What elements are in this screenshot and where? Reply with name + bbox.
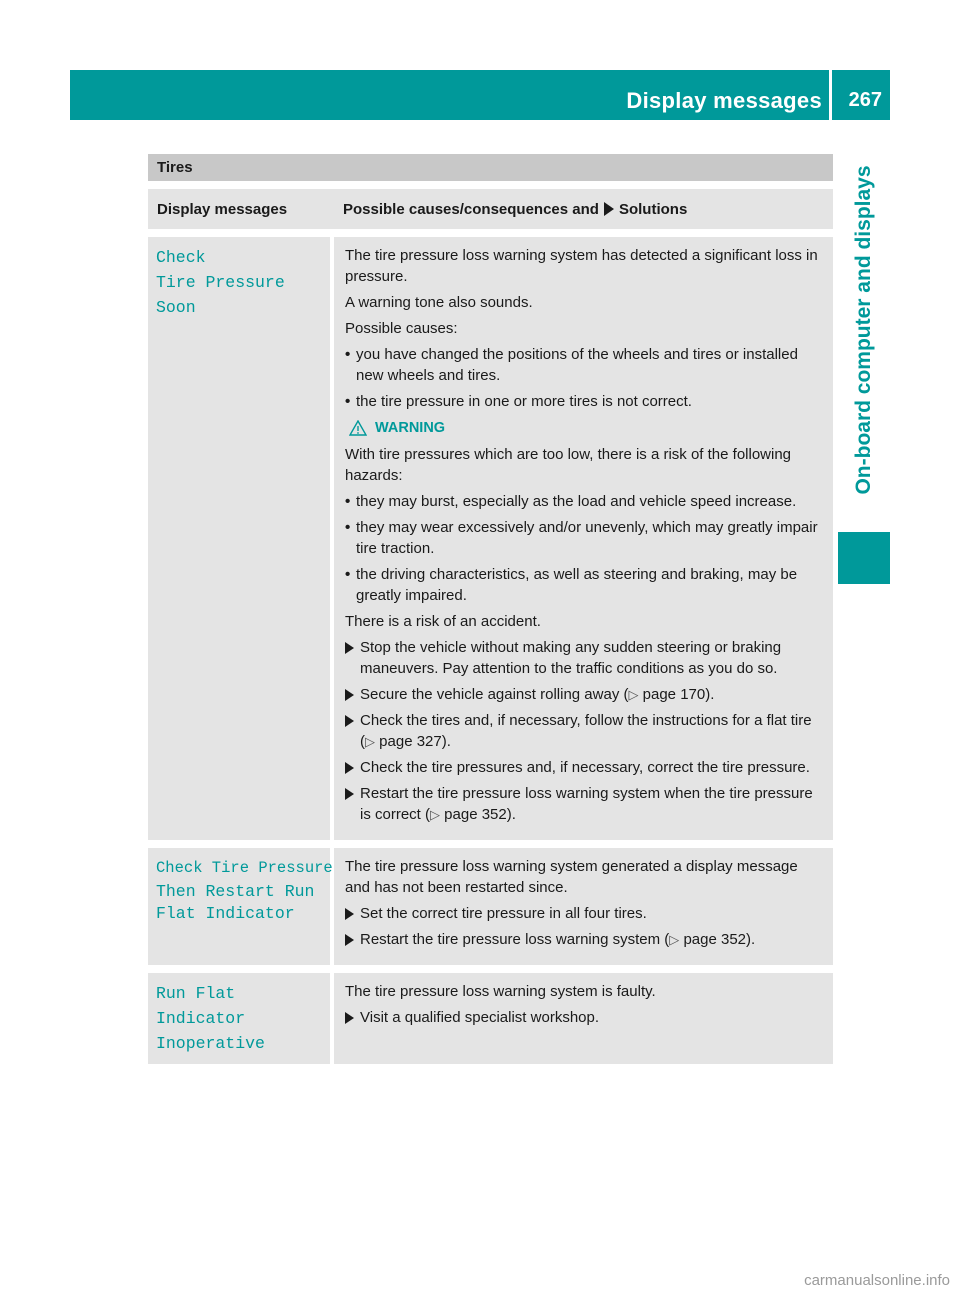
- page-reference-link[interactable]: page 327).: [375, 733, 451, 750]
- page-title: Display messages: [626, 88, 822, 113]
- col-header-causes-right: Solutions: [618, 200, 688, 218]
- col-header-display: Display messages: [157, 200, 288, 218]
- display-message-cell: [148, 237, 330, 840]
- paragraph: Possible causes:: [345, 320, 458, 337]
- bullet-text: the driving characteristics, as well as steering and braking, may be greatly impaired.: [356, 566, 798, 604]
- step-arrow-icon: [345, 788, 360, 830]
- page-reference-icon: ▷: [365, 734, 375, 749]
- bullet-item: [345, 391, 825, 412]
- display-message-line: Tire Pressure Soon: [156, 273, 285, 317]
- table-row: [148, 848, 833, 965]
- step-arrow-icon: [345, 689, 360, 710]
- step-arrow-icon: [345, 1012, 360, 1033]
- header-divider: [829, 70, 832, 120]
- step-arrow-icon: [345, 908, 360, 929]
- bullet-item: [345, 491, 825, 512]
- bullet-item: [345, 564, 825, 606]
- step-arrow-icon: [345, 715, 360, 757]
- step-item: [345, 783, 825, 825]
- section-title: Tires: [148, 154, 833, 181]
- warning-label: WARNING: [375, 420, 446, 436]
- bullet-text: you have changed the positions of the wheels and tires or installed new wheels and tires.: [356, 346, 798, 384]
- watermark: carmanualsonline.info: [804, 1272, 950, 1289]
- step-text: Set the correct tire pressure in all four tires.: [360, 905, 647, 922]
- page-reference-icon: ▷: [669, 932, 680, 947]
- display-message-line: Check Tire Pressure: [156, 859, 333, 877]
- bullet-icon: •: [345, 519, 351, 536]
- bullet-icon: •: [345, 393, 351, 410]
- page-number: 267: [848, 89, 882, 111]
- paragraph: A warning tone also sounds.: [345, 294, 533, 311]
- page-reference-icon: ▷: [430, 807, 441, 822]
- bullet-text: the tire pressure in one or more tires is not correct.: [356, 393, 692, 410]
- step-arrow-icon: [345, 934, 360, 955]
- causes-cell: [334, 237, 833, 840]
- step-item: [345, 684, 825, 705]
- step-text: [360, 710, 825, 752]
- step-item: [345, 757, 825, 778]
- step-item: [345, 710, 825, 752]
- step-item: [345, 903, 825, 924]
- table-row: [148, 973, 833, 1064]
- display-message-line: Flat Indicator: [156, 904, 295, 923]
- step-text: [360, 929, 755, 950]
- step-text: [360, 684, 714, 705]
- side-tab-label: On-board computer and displays: [852, 165, 875, 495]
- page-reference-link[interactable]: page 170).: [638, 686, 715, 703]
- page-reference-icon: ▷: [628, 687, 639, 702]
- display-message-cell: [148, 848, 333, 965]
- col-header-causes: [334, 201, 833, 218]
- table-row: [148, 237, 833, 840]
- step-text: Visit a qualified specialist workshop.: [360, 1009, 600, 1026]
- bullet-icon: •: [345, 493, 351, 510]
- step-text: Check the tire pressures and, if necessary, correct the tire pressure.: [360, 759, 810, 776]
- step-arrow-icon: [345, 762, 360, 783]
- step-item: [345, 929, 825, 950]
- bullet-text: they may wear excessively and/or unevenly, which may greatly impair tire traction.: [356, 519, 818, 557]
- paragraph: There is a risk of an accident.: [345, 613, 541, 630]
- side-tab-marker: [838, 532, 890, 584]
- step-arrow-icon: [345, 642, 360, 684]
- header-bar: [70, 70, 890, 120]
- display-message-line: Run Flat Indicator: [156, 984, 246, 1028]
- step-text-part: Check the tires and, if necessary, follow the instructions for a flat tire (: [360, 712, 812, 750]
- bullet-icon: •: [345, 566, 351, 583]
- side-tab: [838, 120, 890, 540]
- step-item: [345, 637, 825, 679]
- paragraph: The tire pressure loss warning system is faulty.: [345, 983, 656, 1000]
- display-message-line: Then Restart Run: [156, 882, 315, 901]
- step-text: Stop the vehicle without making any sudden steering or braking maneuvers. Pay attention to the traffic conditions as you do so.: [360, 639, 782, 677]
- step-text-part: Secure the vehicle against rolling away (: [360, 686, 629, 703]
- bullet-text: they may burst, especially as the load and vehicle speed increase.: [356, 493, 797, 510]
- warning-triangle-icon: [349, 420, 367, 436]
- step-text-part: Restart the tire pressure loss warning system (: [360, 931, 670, 948]
- paragraph: The tire pressure loss warning system has detected a significant loss in pressure.: [345, 247, 818, 285]
- page-reference-link[interactable]: page 352).: [679, 931, 756, 948]
- paragraph: The tire pressure loss warning system generated a display message and has not been restarted since.: [345, 858, 798, 896]
- step-text: [360, 783, 825, 825]
- column-headers: [148, 189, 833, 229]
- bullet-item: [345, 344, 825, 386]
- bullet-icon: •: [345, 346, 351, 363]
- col-header-causes-left: Possible causes/consequences and: [343, 200, 599, 218]
- display-message-line: Inoperative: [156, 1034, 265, 1053]
- bullet-item: [345, 517, 825, 559]
- causes-cell: [334, 973, 833, 1064]
- step-text-part: Restart the tire pressure loss warning system when the tire pressure is correct (: [360, 785, 813, 823]
- causes-cell: [334, 848, 833, 965]
- display-message-cell: [148, 973, 330, 1064]
- page-reference-link[interactable]: page 352).: [440, 806, 516, 823]
- arrow-right-icon: [604, 202, 614, 216]
- step-item: [345, 1007, 825, 1028]
- paragraph: With tire pressures which are too low, there is a risk of the following hazards:: [345, 446, 792, 484]
- display-message-line: Check: [156, 248, 206, 267]
- warning-heading: [349, 420, 825, 436]
- display-messages-table: [148, 154, 833, 1072]
